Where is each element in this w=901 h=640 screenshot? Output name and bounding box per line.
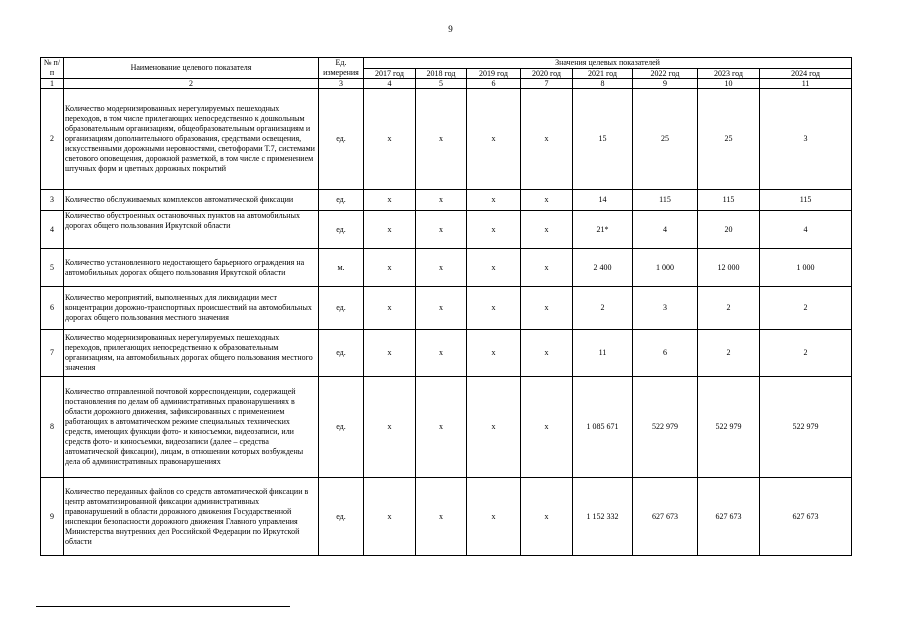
value-2020: х [521,287,573,330]
header-year: 2024 год [760,68,852,79]
row-num: 7 [41,330,64,377]
value-2023: 2 [698,330,760,377]
value-2021: 2 [573,287,633,330]
value-2022: 4 [633,211,698,249]
column-number: 7 [521,79,573,89]
value-2021: 11 [573,330,633,377]
value-2021: 21* [573,211,633,249]
value-2022: 6 [633,330,698,377]
row-name: Количество обустроенных остановочных пунктов на автомобильных дорогах общего пользования Иркутской области [64,211,319,249]
header-year: 2017 год [364,68,416,79]
row-num: 6 [41,287,64,330]
row-unit: ед. [319,89,364,190]
row-unit: ед. [319,287,364,330]
value-2019: х [467,377,521,478]
value-2024: 2 [760,330,852,377]
value-2018: х [416,287,467,330]
column-number: 8 [573,79,633,89]
value-2018: х [416,249,467,287]
table-row [41,89,852,190]
value-2023: 25 [698,89,760,190]
column-number: 4 [364,79,416,89]
value-2017: х [364,377,416,478]
header-year: 2021 год [573,68,633,79]
value-2017: х [364,330,416,377]
row-num: 3 [41,190,64,211]
header-year: 2018 год [416,68,467,79]
value-2019: х [467,190,521,211]
value-2022: 627 673 [633,478,698,556]
value-2022: 115 [633,190,698,211]
value-2018: х [416,211,467,249]
header-values-group: Значения целевых показателей [364,58,852,69]
row-name: Количество переданных файлов со средств автоматической фиксации в центр автоматизированной фиксации административных правонарушений в области дорожного движения Государственной инспекции безопасности дорожного движения Главного управления Министерства внутренних дел Российской Федерации по Иркутской области [64,478,319,556]
header-year: 2020 год [521,68,573,79]
column-number: 3 [319,79,364,89]
table-row [41,249,852,287]
row-num: 4 [41,211,64,249]
value-2019: х [467,89,521,190]
value-2021: 1 152 332 [573,478,633,556]
value-2023: 12 000 [698,249,760,287]
value-2019: х [467,287,521,330]
row-unit: ед. [319,377,364,478]
header-num: № п/п [41,58,64,79]
row-unit: ед. [319,211,364,249]
row-unit: ед. [319,330,364,377]
value-2024: 115 [760,190,852,211]
row-num: 2 [41,89,64,190]
value-2022: 25 [633,89,698,190]
table-row [41,478,852,556]
column-number: 5 [416,79,467,89]
row-name: Количество мероприятий, выполненных для ликвидации мест концентрации дорожно-транспортных происшествий на автомобильных дорогах общего пользования местного значения [64,287,319,330]
value-2023: 522 979 [698,377,760,478]
value-2017: х [364,478,416,556]
column-number: 9 [633,79,698,89]
value-2018: х [416,89,467,190]
table-row [41,287,852,330]
value-2023: 2 [698,287,760,330]
column-number: 1 [41,79,64,89]
value-2020: х [521,89,573,190]
row-name: Количество установленного недостающего барьерного ограждения на автомобильных дорогах общего пользования Иркутской области [64,249,319,287]
row-name: Количество обслуживаемых комплексов автоматической фиксации [64,190,319,211]
column-number: 11 [760,79,852,89]
header-year: 2019 год [467,68,521,79]
row-num: 8 [41,377,64,478]
header-year: 2022 год [633,68,698,79]
value-2021: 1 085 671 [573,377,633,478]
value-2020: х [521,377,573,478]
value-2023: 115 [698,190,760,211]
footnote-separator [36,606,290,607]
value-2021: 15 [573,89,633,190]
value-2022: 1 000 [633,249,698,287]
value-2020: х [521,190,573,211]
value-2021: 2 400 [573,249,633,287]
table-row [41,190,852,211]
header-unit: Ед. измерения [319,58,364,79]
row-name: Количество модернизированных нерегулируемых пешеходных переходов, прилегающих непосредственно к образовательным организациям, на автомобильных дорогах общего пользования местного значения [64,330,319,377]
row-unit: м. [319,249,364,287]
value-2019: х [467,249,521,287]
value-2023: 627 673 [698,478,760,556]
value-2018: х [416,377,467,478]
value-2019: х [467,478,521,556]
value-2020: х [521,211,573,249]
value-2019: х [467,330,521,377]
target-indicators-table [40,57,852,556]
value-2020: х [521,249,573,287]
row-name: Количество отправленной почтовой корреспонденции, содержащей постановления по делам об административных правонарушениях в области дорожного движения, зафиксированных с применением работающих в автоматическом режиме специальных технических средств, имеющих функции фото- и киносъемки, видеозаписи, или средств фото- и киносъемки, видеозаписи (далее – средства автоматической фиксации), лицам, в отношении которых возбуждены дела об административных правонарушениях [64,377,319,478]
row-num: 9 [41,478,64,556]
value-2024: 522 979 [760,377,852,478]
value-2017: х [364,287,416,330]
value-2024: 2 [760,287,852,330]
value-2017: х [364,89,416,190]
row-unit: ед. [319,190,364,211]
value-2021: 14 [573,190,633,211]
value-2020: х [521,478,573,556]
row-unit: ед. [319,478,364,556]
value-2024: 4 [760,211,852,249]
column-number: 10 [698,79,760,89]
table-row [41,377,852,478]
page-number: 9 [448,24,453,34]
value-2018: х [416,330,467,377]
table-row [41,211,852,249]
value-2017: х [364,249,416,287]
value-2018: х [416,478,467,556]
column-number: 2 [64,79,319,89]
value-2017: х [364,211,416,249]
value-2024: 627 673 [760,478,852,556]
header-year: 2023 год [698,68,760,79]
table-row [41,330,852,377]
value-2022: 522 979 [633,377,698,478]
value-2023: 20 [698,211,760,249]
value-2024: 1 000 [760,249,852,287]
value-2017: х [364,190,416,211]
value-2018: х [416,190,467,211]
value-2019: х [467,211,521,249]
row-num: 5 [41,249,64,287]
value-2020: х [521,330,573,377]
value-2022: 3 [633,287,698,330]
header-name: Наименование целевого показателя [64,58,319,79]
row-name: Количество модернизированных нерегулируемых пешеходных переходов, в том числе прилегающих непосредственно к дошкольным образовательным организациям, общеобразовательным организациям и организациям дополнительного образования, средствами освещения, искусственными дорожными неровностями, светофорами Т.7, системами светового оповещения, дорожной разметкой, в том числе с применением штучных форм и цветных дорожных покрытий [64,89,319,190]
column-number: 6 [467,79,521,89]
value-2024: 3 [760,89,852,190]
